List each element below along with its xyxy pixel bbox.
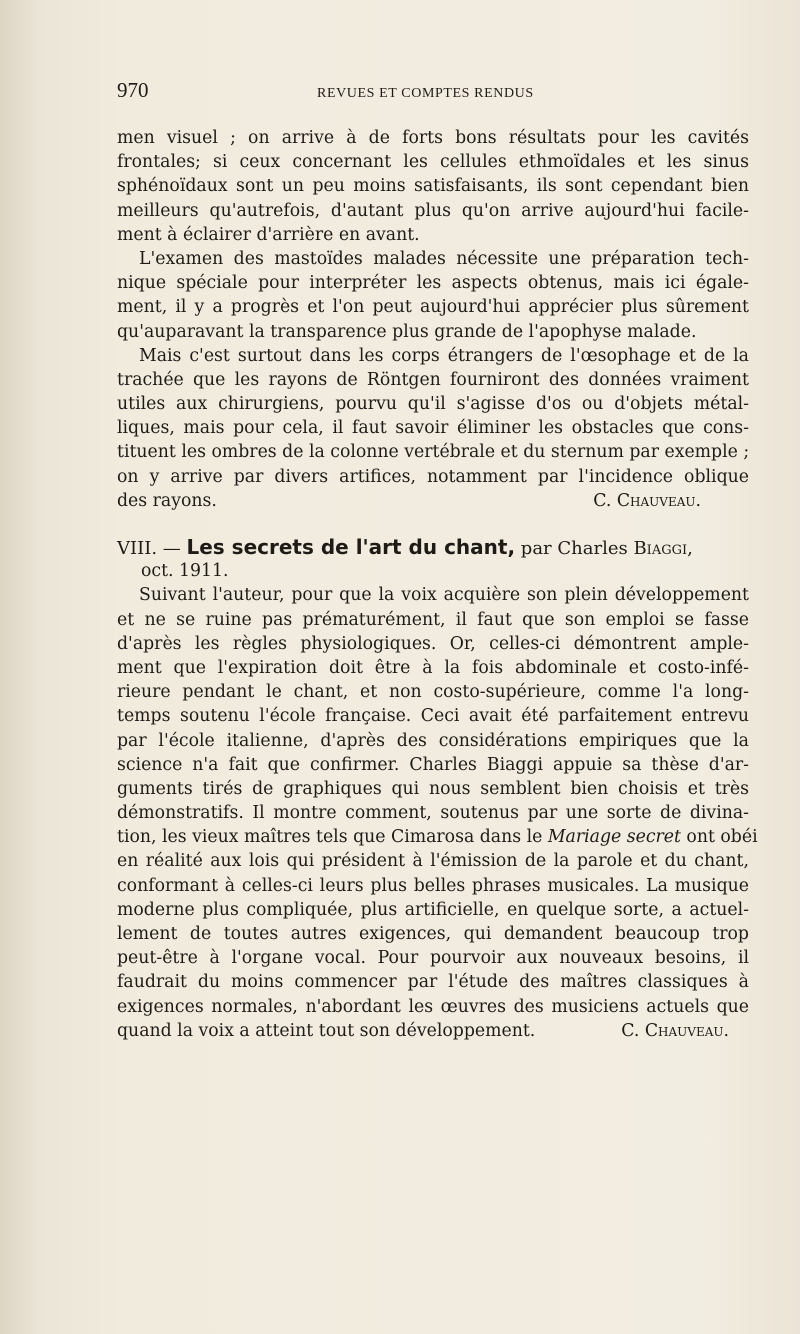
review-2-paragraph bbox=[117, 583, 758, 1043]
text-line-with-signature bbox=[117, 1019, 749, 1043]
text-line: et ne se ruine pas prématurément, il faut que son emploi se fasse bbox=[117, 609, 749, 630]
text-line: liques, mais pour cela, il faut savoir éliminer les obstacles que cons- bbox=[117, 418, 749, 439]
text-line: ment que l'expiration doit être à la fois abdominale et costo-infé- bbox=[117, 657, 749, 678]
publication-date: oct. 1911. bbox=[141, 561, 229, 582]
text-line: démonstratifs. Il montre comment, soutenus par une sorte de divina- bbox=[117, 803, 749, 824]
section-heading bbox=[117, 535, 749, 559]
text-line: tituent les ombres de la colonne vertébrale et du sternum par exemple ; bbox=[117, 442, 750, 463]
review-1-signature: C. Chauveau. bbox=[593, 490, 701, 511]
body-text bbox=[117, 126, 758, 1043]
text-line: ment, il y a progrès et l'on peut aujourd'hui apprécier plus sûrement bbox=[117, 297, 749, 318]
text-line: rieure pendant le chant, et non costo-supérieure, comme l'a long- bbox=[117, 682, 749, 703]
text-line: L'examen des mastoïdes malades nécessite une préparation tech- bbox=[139, 248, 749, 269]
text-line: utiles aux chirurgiens, pourvu qu'il s'agisse d'os ou d'objets métal- bbox=[117, 394, 749, 415]
text-line: conformant à celles-ci leurs plus belles phrases musicales. La musique bbox=[117, 875, 749, 896]
running-head: REVUES ET COMPTES RENDUS bbox=[317, 86, 534, 101]
review-1-paragraph-3 bbox=[117, 344, 749, 513]
text-line: d'après les règles physiologiques. Or, celles-ci démontrent ample- bbox=[117, 633, 749, 654]
heading-by: par Charles bbox=[515, 538, 634, 559]
text-line: sphénoïdaux sont un peu moins satisfaisants, ils sont cependant bien bbox=[117, 176, 749, 197]
text-line: par l'école italienne, d'après des considérations empiriques que la bbox=[117, 730, 749, 751]
text-line: qu'auparavant la transparence plus grande de l'apophyse malade. bbox=[117, 321, 697, 342]
work-title-italic: Mariage secret bbox=[547, 827, 681, 848]
book-author: Biaggi, bbox=[633, 538, 693, 559]
review-1-paragraph-1 bbox=[117, 126, 749, 247]
text-line-end: des rayons. bbox=[117, 490, 217, 511]
text-line: frontales; si ceux concernant les cellules ethmoïdales et les sinus bbox=[117, 152, 749, 173]
text-line: faudrait du moins commencer par l'étude des maîtres classiques à bbox=[117, 972, 749, 993]
text-line: trachée que les rayons de Röntgen fourniront des données vraiment bbox=[117, 369, 749, 390]
text-line: guments tirés de graphiques qui nous semblent bien choisis et très bbox=[117, 778, 749, 799]
text-segment: tion, les vieux maîtres tels que Cimarosa dans le bbox=[117, 827, 548, 848]
text-line: meilleurs qu'autrefois, d'autant plus qu'on arrive aujourd'hui facile- bbox=[117, 200, 749, 221]
page-number: 970 bbox=[117, 78, 149, 102]
text-line bbox=[117, 825, 758, 849]
text-line: Mais c'est surtout dans les corps étrangers de l'œsophage et de la bbox=[139, 345, 749, 366]
text-line: ment à éclairer d'arrière en avant. bbox=[117, 224, 420, 245]
text-line: science n'a fait que confirmer. Charles Biaggi appuie sa thèse d'ar- bbox=[117, 754, 749, 775]
review-2-heading bbox=[117, 535, 749, 583]
text-line: lement de toutes autres exigences, qui demandent beaucoup trop bbox=[117, 924, 749, 944]
text-line: exigences normales, n'abordant les œuvres des musiciens actuels que bbox=[117, 996, 749, 1017]
text-line: moderne plus compliquée, plus artificielle, en quelque sorte, a actuel- bbox=[117, 899, 749, 920]
text-line: men visuel ; on arrive à de forts bons résultats pour les cavités bbox=[117, 128, 749, 148]
review-1-paragraph-2 bbox=[117, 247, 749, 344]
book-title: Les secrets de l'art du chant, bbox=[186, 535, 516, 559]
text-segment: ont obéi bbox=[680, 827, 758, 848]
review-2-signature: C. Chauveau. bbox=[621, 1020, 729, 1041]
text-line: temps soutenu l'école française. Ceci avait été parfaitement entrevu bbox=[117, 706, 749, 727]
text-line: nique spéciale pour interpréter les aspects obtenus, mais ici égale- bbox=[117, 273, 749, 294]
text-line: Suivant l'auteur, pour que la voix acquière son plein développement bbox=[139, 585, 749, 606]
text-line: en réalité aux lois qui président à l'émission de la parole et du chant, bbox=[117, 851, 749, 872]
section-number: VIII. — bbox=[117, 538, 187, 559]
text-line-end: quand la voix a atteint tout son développement. bbox=[117, 1020, 536, 1041]
text-line-with-signature bbox=[117, 489, 749, 513]
text-line: on y arrive par divers artifices, notamment par l'incidence oblique bbox=[117, 466, 749, 487]
text-line: peut-être à l'organe vocal. Pour pourvoir aux nouveaux besoins, il bbox=[117, 948, 749, 969]
page-header bbox=[117, 78, 747, 106]
section-gap bbox=[117, 513, 749, 535]
